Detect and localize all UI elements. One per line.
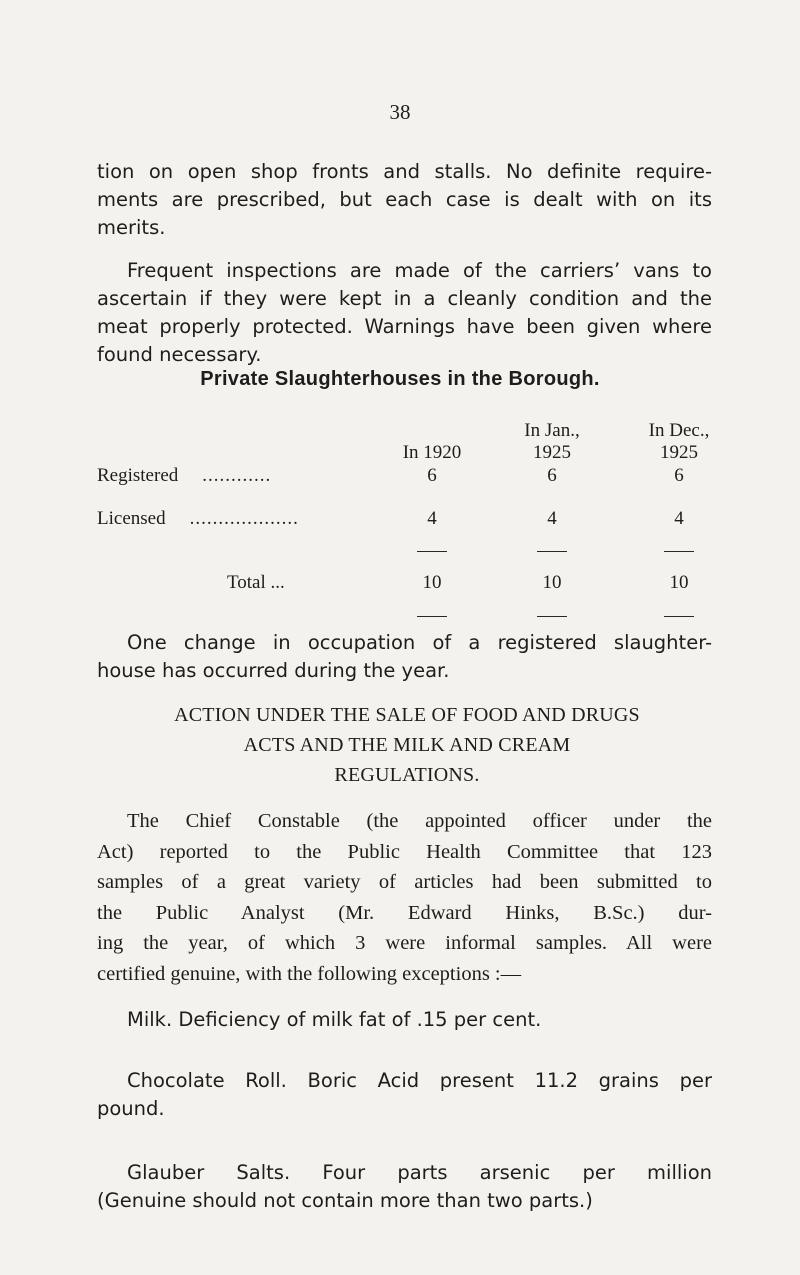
total-rule [537, 616, 567, 617]
paragraph-glauber-salts [97, 1159, 712, 1215]
table-row-registered [97, 465, 717, 489]
text-line: Frequent inspections are made of the carriers’ vans to [127, 259, 712, 282]
heading-line: ACTION UNDER THE SALE OF FOOD AND DRUGS [174, 704, 640, 726]
total-label: Total ... [227, 572, 285, 593]
paragraph-milk [97, 1006, 712, 1034]
paragraph-carriers-vans [97, 257, 712, 369]
header-line: In Dec., [648, 420, 710, 441]
header-line: 1925 [533, 442, 571, 463]
text-line: ing the year, of which 3 were informal samples. All were [97, 932, 712, 954]
row-label-text: Registered [97, 465, 179, 486]
table-row-licensed [97, 508, 717, 532]
heading-line: ACTS AND THE MILK AND CREAM [243, 734, 571, 756]
text-line: meat properly protected. Warnings have been given where [97, 315, 712, 338]
column-header-jan-1925 [497, 420, 607, 464]
column-header-1920: In 1920 [402, 442, 462, 463]
paragraph-chocolate-roll [97, 1067, 712, 1123]
column-header-dec-1925 [624, 420, 734, 464]
text-line: merits. [97, 216, 166, 239]
text-line: Milk. Deficiency of milk fat of .15 per cent. [127, 1008, 542, 1031]
header-line: 1925 [660, 442, 698, 463]
table-cell: 4 [674, 508, 684, 529]
text-line: The Chief Constable (the appointed officer under the [127, 810, 712, 832]
text-line: the Public Analyst (Mr. Edward Hinks, B.Sc.) dur- [97, 901, 712, 924]
table-cell: 6 [547, 465, 557, 486]
sum-rule [537, 551, 567, 552]
page-number: 38 [389, 100, 411, 124]
table-cell: 10 [669, 572, 689, 593]
text-line: (Genuine should not contain more than two parts.) [97, 1189, 593, 1212]
table-cell: 6 [427, 465, 437, 486]
paragraph-shop-fronts [97, 158, 712, 242]
leader-dots: ............ [202, 465, 272, 486]
section-title-slaughterhouses: Private Slaughterhouses in the Borough. [200, 368, 600, 390]
table-row-total [97, 572, 717, 596]
text-line: tion on open shop fronts and stalls. No definite require- [97, 160, 712, 183]
table-cell: 4 [547, 508, 557, 529]
table-cell: 10 [542, 572, 562, 593]
text-line: ments are prescribed, but each case is dealt with on its [97, 188, 712, 211]
text-line: house has occurred during the year. [97, 659, 450, 682]
table-cell: 6 [674, 465, 684, 486]
heading-food-and-drugs [97, 700, 717, 790]
text-line: Chocolate Roll. Boric Acid present 11.2 grains per [127, 1069, 712, 1092]
row-label [97, 508, 299, 530]
text-line: Glauber Salts. Four parts arsenic per million [127, 1161, 712, 1184]
row-label [97, 465, 271, 487]
sum-rule [417, 551, 447, 552]
table-cell: 4 [427, 508, 437, 529]
paragraph-chief-constable [97, 806, 712, 989]
text-line: One change in occupation of a registered slaughter- [127, 631, 712, 654]
total-rule [417, 616, 447, 617]
row-label-text: Licensed [97, 508, 166, 529]
text-line: Act) reported to the Public Health Committee that 123 [97, 840, 712, 863]
text-line: pound. [97, 1097, 165, 1120]
header-line: In Jan., [524, 420, 580, 441]
text-line: samples of a great variety of articles had been submitted to [97, 871, 712, 893]
table-cell: 10 [422, 572, 442, 593]
leader-dots: ................... [189, 508, 299, 529]
sum-rule [664, 551, 694, 552]
text-line: found necessary. [97, 343, 262, 366]
text-line: certified genuine, with the following exceptions :— [97, 962, 522, 985]
heading-line: REGULATIONS. [334, 764, 480, 786]
text-line: ascertain if they were kept in a cleanly condition and the [97, 287, 712, 310]
total-rule [664, 616, 694, 617]
paragraph-occupation-change [97, 629, 712, 685]
